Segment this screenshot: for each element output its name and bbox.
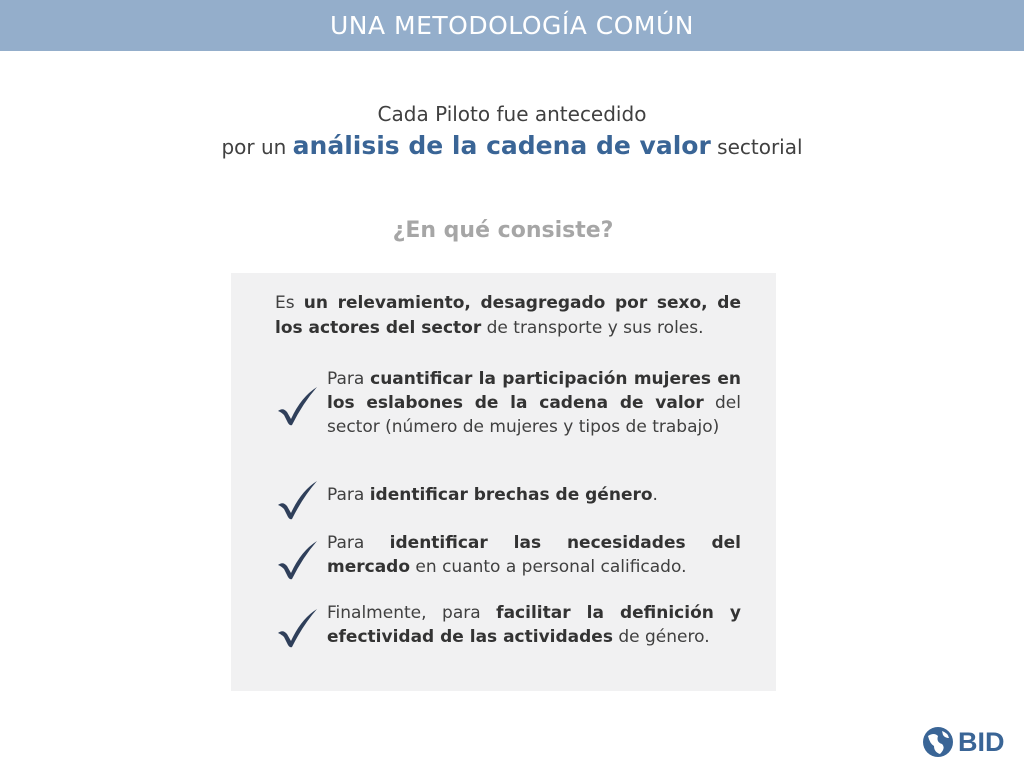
- item-bold: identificar las necesidades del mercado: [327, 533, 741, 577]
- bid-logo: [922, 725, 1016, 759]
- intro-line2-pre: por un: [221, 135, 293, 159]
- checkmark-icon: [275, 383, 319, 427]
- list-item: [275, 531, 741, 579]
- box-intro-pre: Es: [275, 293, 304, 313]
- box-intro-bold: un relevamiento, desagregado por sexo, de los actores del sector: [275, 293, 741, 338]
- item-post: en cuanto a personal calificado.: [410, 557, 687, 577]
- question-heading: ¿En qué consiste?: [392, 218, 614, 243]
- list-item: [275, 367, 741, 439]
- item-post: de género.: [612, 627, 710, 647]
- intro-line2: [0, 128, 1024, 165]
- list-item-text: [327, 531, 741, 579]
- logo-text: BID: [958, 726, 1005, 757]
- item-bold: identificar brechas de género: [369, 485, 653, 505]
- list-item-text: [327, 483, 741, 507]
- intro-line1: Cada Piloto fue antecedido: [377, 102, 647, 126]
- checkmark-icon: [275, 605, 319, 649]
- item-pre: Para: [327, 369, 371, 389]
- intro-line2-post: sectorial: [710, 135, 803, 159]
- header-bar: [0, 0, 1024, 51]
- box-intro: [275, 291, 741, 341]
- list-item-text: [327, 601, 741, 649]
- item-pre: Finalmente, para: [327, 603, 497, 623]
- item-bold: facilitar la definición y efectividad de las actividades: [327, 603, 741, 647]
- item-bold: cuantificar la participación mujeres en los eslabones de la cadena de valor: [327, 369, 741, 413]
- item-pre: Para: [327, 533, 390, 553]
- list-item-text: [327, 367, 741, 439]
- item-pre: Para: [327, 485, 370, 505]
- list-item: [275, 483, 741, 507]
- globe-icon: [922, 726, 954, 758]
- checkmark-icon: [275, 477, 319, 521]
- list-item: [275, 601, 741, 649]
- page-title: UNA METODOLOGÍA COMÚN: [329, 11, 694, 40]
- item-post: .: [652, 485, 658, 505]
- intro: [0, 100, 1024, 165]
- box-intro-post: de transporte y sus roles.: [481, 318, 704, 338]
- content-box: [231, 273, 776, 691]
- checkmark-icon: [275, 537, 319, 581]
- item-post: del sector (número de mujeres y tipos de trabajo): [327, 393, 741, 437]
- intro-emphasis: análisis de la cadena de valor: [292, 131, 711, 160]
